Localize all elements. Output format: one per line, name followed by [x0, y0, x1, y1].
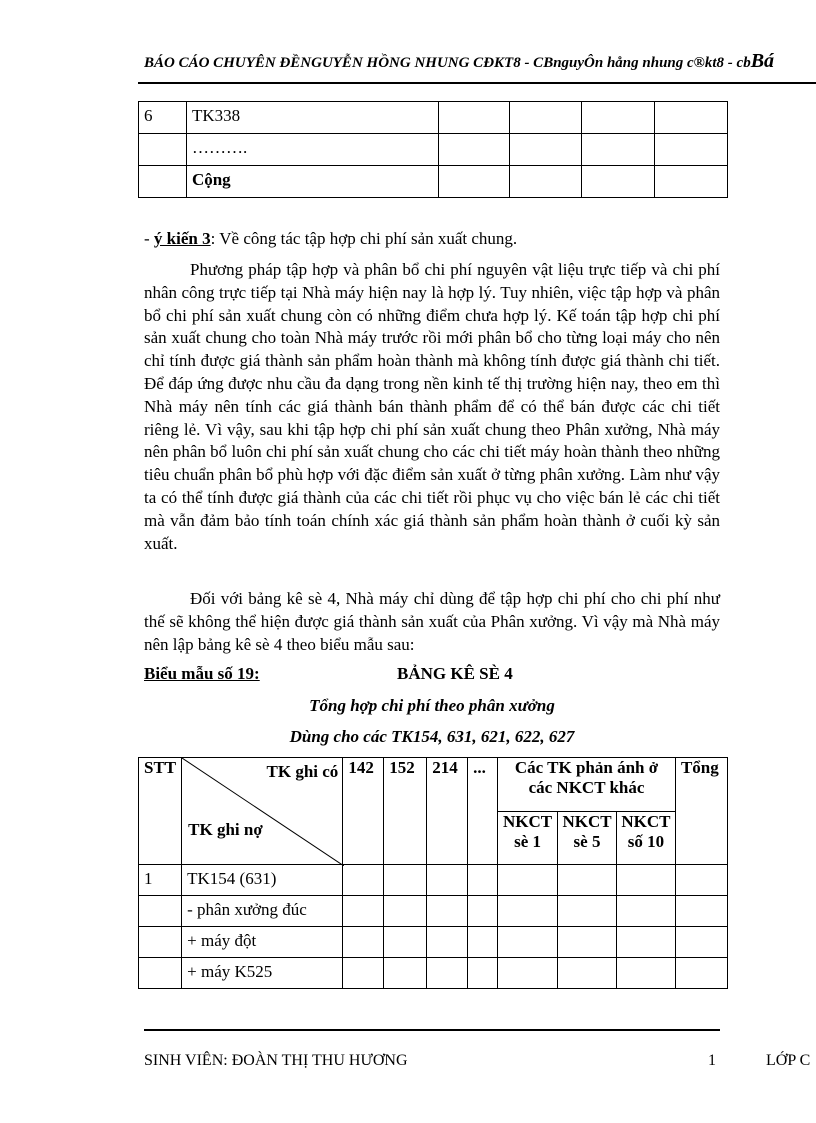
- empty-cell: [438, 102, 510, 134]
- account-header: 152: [384, 758, 427, 865]
- header-tail: Bá: [750, 50, 775, 72]
- page-header: [144, 50, 816, 80]
- other-accounts-header: Các TK phản ánh ở các NKCT khác: [498, 758, 676, 812]
- row-name: + máy đột: [182, 927, 343, 958]
- table-row: [139, 896, 728, 927]
- nkct-header: NKCT sè 1: [498, 811, 558, 865]
- footer-rule: [144, 1029, 720, 1031]
- form-subtitle-1: Tổng hợp chi phí theo phân xưởng: [309, 696, 555, 715]
- empty-cell: [438, 134, 510, 166]
- top-table: [138, 101, 728, 198]
- table-row: [139, 958, 728, 989]
- row-name: TK338: [186, 102, 438, 134]
- empty-cell: [510, 134, 582, 166]
- empty-cell: [438, 166, 510, 198]
- form-subtitle-2: Dùng cho các TK154, 631, 621, 622, 627: [289, 727, 575, 746]
- empty-cell: [655, 166, 728, 198]
- empty-cell: [655, 102, 728, 134]
- header-text: BÁO CÁO CHUYÊN ĐỀNGUYỄN HỒNG NHUNG CĐKT8 - CBnguyÔn hång nhung c®kt8 - cb: [144, 55, 751, 71]
- row-name: TK154 (631): [182, 865, 343, 896]
- main-table: [138, 757, 728, 989]
- paragraph-1: Phương pháp tập hợp và phân bổ chi phí nguyên vật liệu trực tiếp và chi phí nhân công trực tiếp tại Nhà máy hiện nay là hợp lý. Tuy nhiên, việc tập hợp và phân bổ chi phí sản xuất chung còn có những điểm chưa hợp lý. Kế toán tập hợp chi phí sản xuất chung cho toàn Nhà máy trước rồi mới phân bổ cho từng loại máy cho nên chỉ tính được giá thành sản phẩm hoàn thành mà không tính được giá thành chi tiết. Để đáp ứng được nhu cầu đa dạng trong nền kinh tế thị trường hiện nay, theo em thì Nhà máy nên tính các giá thành bán thành phẩm để có thể bán được các chi tiết riêng lẻ. Vì vậy, sau khi tập hợp chi phí sản xuất chung theo Phân xưởng, Nhà máy nên phân bổ luôn chi phí sản xuất chung cho các chi tiết máy hoàn thành theo những tiêu chuẩn phân bổ phù hợp với đặc điểm sản xuất ở từng phân xưởng. Làm như vậy ta có thể tính được giá thành của các chi tiết rồi phục vụ cho việc bán lẻ các chi tiết mà vẫn đảm bảo tính toán chính xác giá thành sản phẩm hoàn thành ở cuối kỳ sản xuất.: [144, 260, 720, 553]
- credit-label: TK ghi có: [266, 762, 339, 781]
- table-row: [139, 865, 728, 896]
- account-header: 142: [343, 758, 384, 865]
- page-number: 1: [708, 1052, 716, 1069]
- row-name: - phân xưởng đúc: [182, 896, 343, 927]
- total-header: Tổng: [675, 758, 727, 865]
- form-label: Biểu mẫu số 19:: [144, 664, 260, 683]
- table-row: [139, 166, 728, 198]
- row-name-total: Cộng: [186, 166, 438, 198]
- row-number: [139, 134, 187, 166]
- footer-class: LỚP C: [766, 1052, 811, 1069]
- diagonal-header: [182, 758, 343, 865]
- header-row: [139, 758, 728, 812]
- row-number: 6: [139, 102, 187, 134]
- account-header: ...: [468, 758, 498, 865]
- debit-label: TK ghi nợ: [188, 820, 263, 839]
- nkct-header: NKCT số 10: [616, 811, 675, 865]
- account-header: 214: [427, 758, 468, 865]
- nkct-header: NKCT sè 5: [558, 811, 617, 865]
- table-row: [139, 102, 728, 134]
- row-number: [139, 927, 182, 958]
- row-number: [139, 896, 182, 927]
- empty-cell: [510, 166, 582, 198]
- row-name: + máy K525: [182, 958, 343, 989]
- table-row: [139, 927, 728, 958]
- empty-cell: [582, 166, 655, 198]
- footer-student: SINH VIÊN: ĐOÀN THỊ THU HƯƠNG: [144, 1052, 408, 1069]
- opinion-prefix: -: [144, 229, 154, 248]
- empty-cell: [655, 134, 728, 166]
- row-number: 1: [139, 865, 182, 896]
- opinion-text: : Về công tác tập hợp chi phí sản xuất chung.: [210, 229, 518, 248]
- row-number: [139, 166, 187, 198]
- empty-cell: [510, 102, 582, 134]
- header-rule: [138, 82, 816, 84]
- row-number: [139, 958, 182, 989]
- form-title: BẢNG KÊ SÈ 4: [397, 664, 513, 683]
- row-name: ……….: [186, 134, 438, 166]
- opinion-line: [144, 228, 720, 251]
- empty-cell: [582, 102, 655, 134]
- empty-cell: [582, 134, 655, 166]
- paragraph-2: Đối với bảng kê sè 4, Nhà máy chỉ dùng để tập hợp chi phí cho chi phí như thế sẽ không thể hiện được giá thành sản xuất của Phân xưởng. Vì vậy mà Nhà máy nên lập bảng kê sè 4 theo biểu mẫu sau:: [144, 589, 720, 654]
- stt-header: STT: [139, 758, 182, 865]
- table-row: [139, 134, 728, 166]
- opinion-label: ý kiến 3: [153, 229, 211, 248]
